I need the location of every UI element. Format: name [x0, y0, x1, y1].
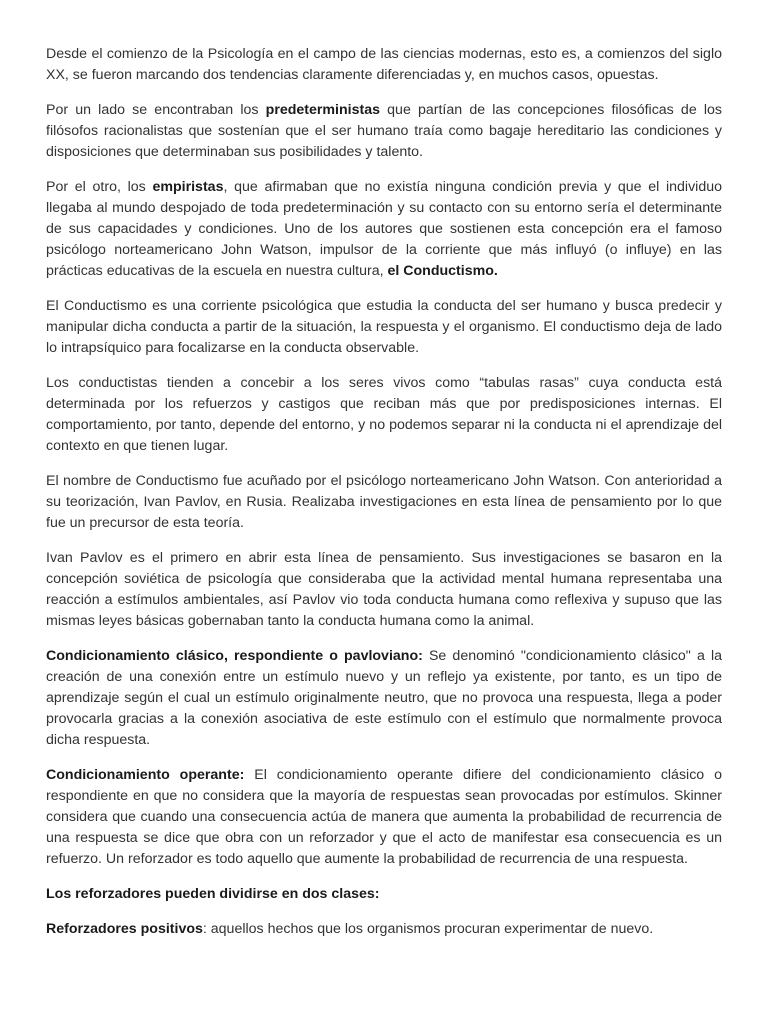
- paragraph-text: Por el otro, los: [46, 179, 153, 195]
- term-empiristas: empiristas: [152, 179, 224, 195]
- paragraph-text: : aquellos hechos que los organismos procuran experimentar de nuevo.: [202, 921, 654, 937]
- paragraph-text: Se denominó "condicionamiento clásico" a la creación de una conexión entre un estímulo nuevo y un reflejo ya existente, por tanto, es un tipo de aprendizaje según el cual un estímulo originalmente neutro, que no provoca una respuesta, llega a poder provocarla gracias a la conexión asociativa de este estímulo con el estímulo que normalmente provoca dicha respuesta.: [46, 648, 722, 748]
- paragraph-watson-pavlov: El nombre de Conductismo fue acuñado por el psicólogo norteamericano John Watson. Con anterioridad a su teorización, Ivan Pavlov, en Rusia. Realizaba investigaciones en esta línea de pensamiento por lo que fue un precursor de esta teoría.: [46, 473, 722, 531]
- paragraph-intro: Desde el comienzo de la Psicología en el campo de las ciencias modernas, esto es, a comienzos del siglo XX, se fueron marcando dos tendencias claramente diferenciadas y, en muchos casos, opuestas.: [46, 46, 722, 83]
- heading-reforzadores: Los reforzadores pueden dividirse en dos clases:: [46, 886, 380, 902]
- term-predeterministas: predeterministas: [265, 102, 380, 118]
- paragraph-conductismo-definicion: El Conductismo es una corriente psicológica que estudia la conducta del ser humano y busca predecir y manipular dicha conducta a partir de la situación, la respuesta y el organismo. El conductismo deja de lado lo intrapsíquico para focalizarse en la conducta observable.: [46, 298, 722, 356]
- paragraph-text: , que afirmaban que no existía ninguna condición previa y que el individuo llegaba al mundo despojado de toda predeterminación y su contacto con su entorno sería el determinante de sus capacidades y condiciones. Uno de los autores que sostienen esta concepción era el famoso psicólogo norteamericano John Watson, impulsor de la corriente que más influyó (o influye) en las prácticas educativas de la escuela en nuestra cultura,: [46, 179, 722, 279]
- term-condicionamiento-operante: Condicionamiento operante:: [46, 767, 245, 783]
- paragraph-predeterministas: [46, 100, 722, 163]
- paragraph-reforzadores-positivos: [46, 919, 722, 940]
- paragraph-text: El condicionamiento operante difiere del condicionamiento clásico o respondiente en que no considera que la mayoría de respuestas sean provocadas por estímulos. Skinner considera que cuando una consecuencia actúa de manera que aumenta la probabilidad de recurrencia de una respuesta se dice que obra con un reforzador y que el acto de manifestar esa consecuencia es un refuerzo. Un reforzador es todo aquello que aumente la probabilidad de recurrencia de una respuesta.: [46, 767, 722, 867]
- paragraph-text: que partían de las concepciones filosóficas de los filósofos racionalistas que sostenían que el ser humano traía como bagaje hereditario las condiciones y disposiciones que determinaban sus posibilidades y talento.: [46, 102, 723, 160]
- paragraph-condicionamiento-clasico: [46, 646, 722, 751]
- paragraph-empiristas: [46, 177, 722, 282]
- term-conductismo: el Conductismo.: [387, 263, 498, 279]
- paragraph-condicionamiento-operante: [46, 765, 722, 870]
- paragraph-tabulas-rasas: Los conductistas tienden a concebir a los seres vivos como “tabulas rasas” cuya conducta está determinada por los refuerzos y castigos que reciban más que por predisposiciones internas. El comportamiento, por tanto, depende del entorno, y no podemos separar ni la conducta ni el aprendizaje del contexto en que tienen lugar.: [46, 375, 722, 454]
- document-body: [46, 44, 722, 954]
- term-reforzadores-positivos: Reforzadores positivos: [46, 921, 203, 937]
- paragraph-pavlov: Ivan Pavlov es el primero en abrir esta línea de pensamiento. Sus investigaciones se basaron en la concepción soviética de psicología que consideraba que la actividad mental humana representaba una reacción a estímulos ambientales, así Pavlov vio toda conducta humana como reflexiva y supuso que las mismas leyes básicas gobernaban tanto la conducta humana como la animal.: [46, 550, 722, 629]
- term-condicionamiento-clasico: Condicionamiento clásico, respondiente o pavloviano:: [46, 648, 423, 664]
- paragraph-text: Por un lado se encontraban los: [46, 102, 266, 118]
